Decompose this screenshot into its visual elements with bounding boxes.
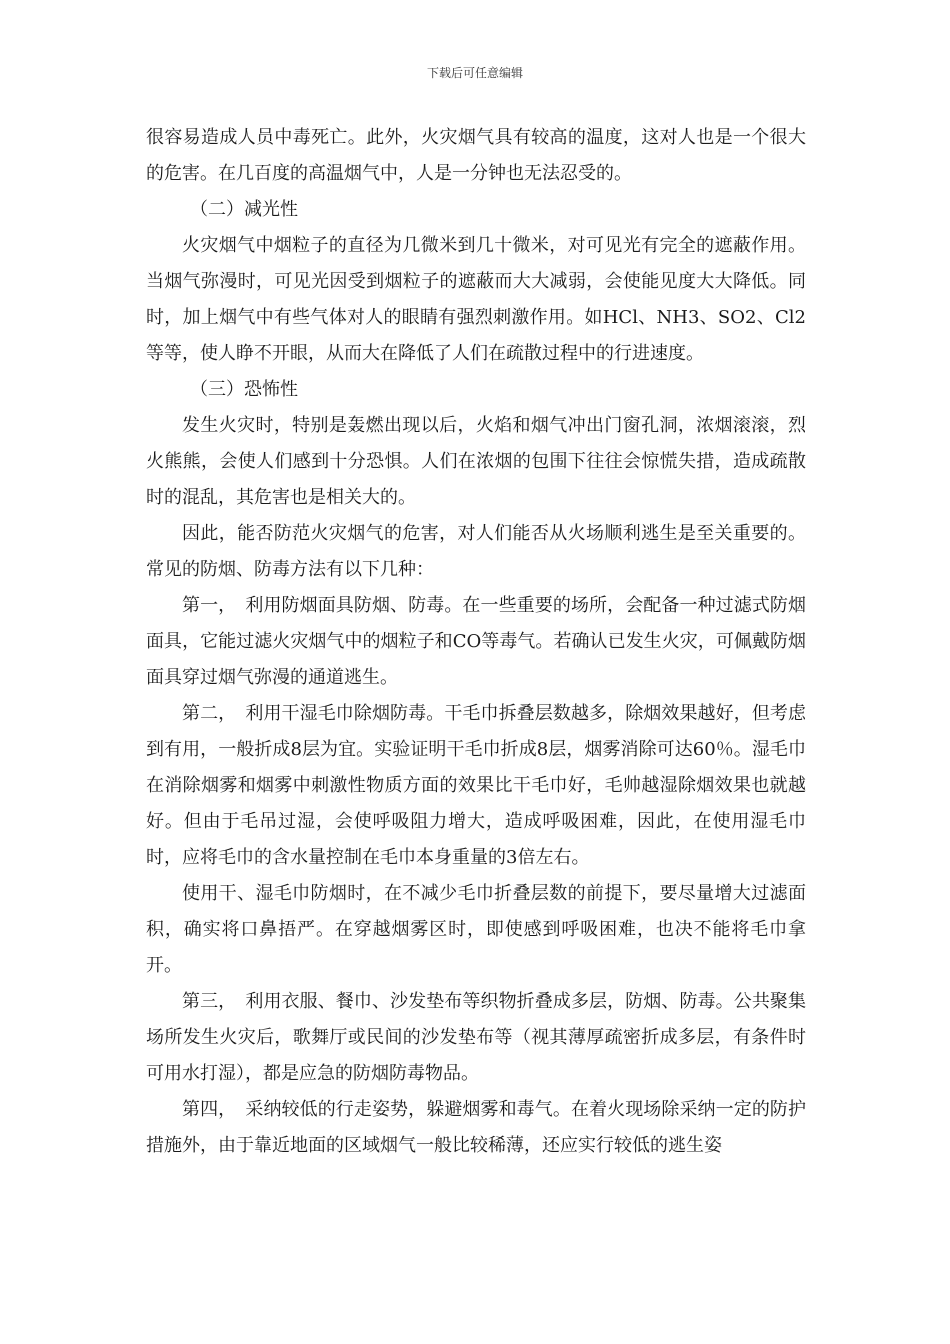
paragraph: 第四， 采纳较低的行走姿势，躲避烟雾和毒气。在着火现场除采纳一定的防护措施外，由于靠近地面的区域烟气一般比较稀薄，还应实行较低的逃生姿 bbox=[146, 1099, 806, 1156]
page-header: 下载后可任意编辑 bbox=[426, 66, 523, 80]
section-heading: （三）恐怖性 bbox=[190, 379, 298, 400]
paragraph: 第一， 利用防烟面具防烟、防毒。在一些重要的场所，会配备一种过滤式防烟面具，它能过滤火灾烟气中的烟粒子和CO等毒气。若确认已发生火灾，可佩戴防烟面具穿过烟气弥漫的通道逃生。 bbox=[146, 595, 806, 688]
paragraph: 第二， 利用干湿毛巾除烟防毒。干毛巾拆叠层数越多，除烟效果越好，但考虑到有用，一般折成8层为宜。实验证明干毛巾折成8层，烟雾消除可达60％。湿毛巾在消除烟雾和烟雾中刺激性物质方面的效果比干毛巾好，毛帅越湿除烟效果也就越好。但由于毛吊过湿，会使呼吸阻力增大，造成呼吸困难，因此，在使用湿毛巾时，应将毛巾的含水量控制在毛巾本身重量的3倍左右。 bbox=[146, 703, 806, 868]
paragraph: 第三， 利用衣服、餐巾、沙发垫布等织物折叠成多层，防烟、防毒。公共聚集场所发生火灾后，歌舞厅或民间的沙发垫布等（视其薄厚疏密折成多层，有条件时可用水打湿），都是应急的防烟防毒物品。 bbox=[146, 991, 806, 1084]
paragraph: 使用干、湿毛巾防烟时，在不减少毛巾折叠层数的前提下，要尽量增大过滤面积，确实将口鼻捂严。在穿越烟雾区时，即使感到呼吸困难，也决不能将毛巾拿开。 bbox=[146, 883, 806, 976]
paragraph: 很容易造成人员中毒死亡。此外，火灾烟气具有较高的温度，这对人也是一个很大的危害。在几百度的高温烟气中，人是一分钟也无法忍受的。 bbox=[146, 127, 806, 184]
document-body bbox=[146, 120, 806, 1164]
paragraph: 因此，能否防范火灾烟气的危害，对人们能否从火场顺利逃生是至关重要的。常见的防烟、防毒方法有以下几种： bbox=[146, 523, 806, 580]
paragraph: 发生火灾时，特别是轰燃出现以后，火焰和烟气冲出门窗孔洞，浓烟滚滚，烈火熊熊，会使人们感到十分恐惧。人们在浓烟的包围下往往会惊慌失措，造成疏散时的混乱，其危害也是相关大的。 bbox=[146, 415, 806, 508]
section-heading: （二）减光性 bbox=[190, 199, 298, 220]
paragraph: 火灾烟气中烟粒子的直径为几微米到几十微米，对可见光有完全的遮蔽作用。当烟气弥漫时，可见光因受到烟粒子的遮蔽而大大减弱，会使能见度大大降低。同时，加上烟气中有些气体对人的眼睛有强烈刺激作用。如HCl、NH3、SO2、Cl2等等，使人睁不开眼，从而大在降低了人们在疏散过程中的行进速度。 bbox=[146, 235, 806, 364]
